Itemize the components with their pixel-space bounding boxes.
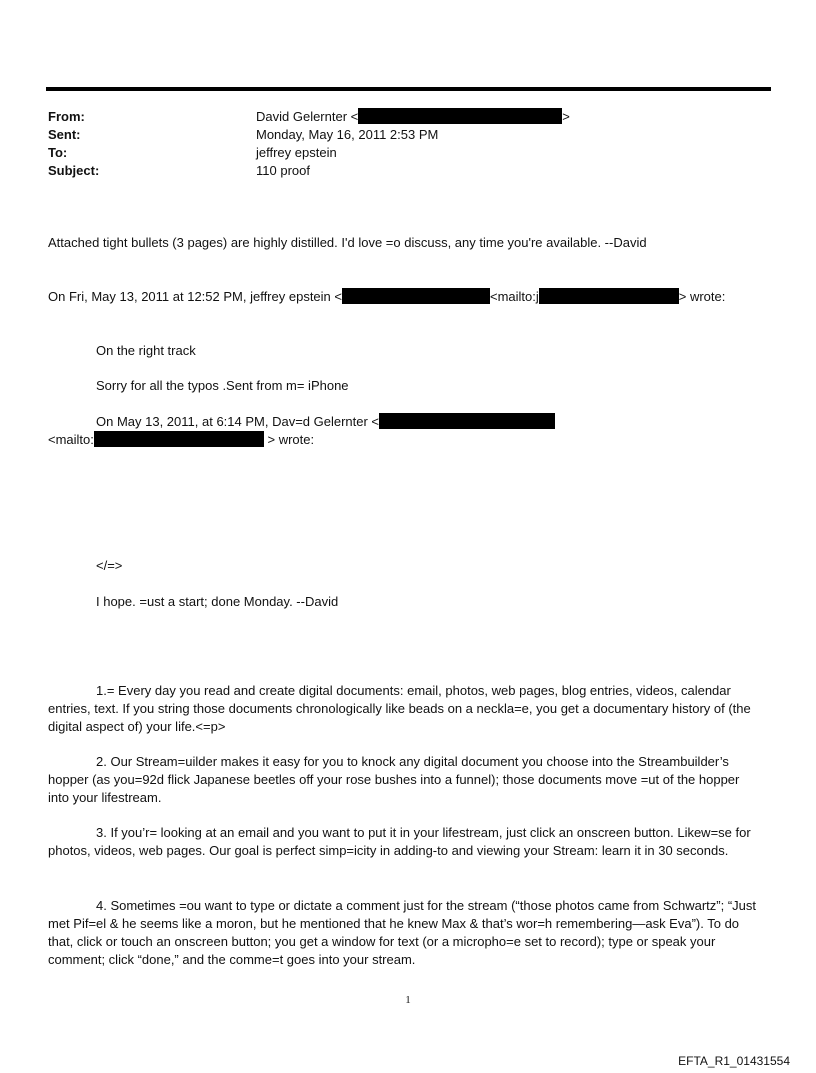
- quote1-prefix: On Fri, May 13, 2011 at 12:52 PM, jeffrey epstein <: [48, 289, 342, 304]
- redaction-box: [358, 108, 562, 124]
- redaction-box: [379, 413, 555, 429]
- redaction-box: [94, 431, 264, 447]
- sent-value: Monday, May 16, 2011 2:53 PM: [256, 127, 439, 142]
- hope-text: I hope. =ust a start; done Monday. --David: [96, 594, 339, 609]
- page-number: 1: [405, 994, 411, 1006]
- from-end: >: [562, 109, 570, 124]
- quote2-prefix: On May 13, 2011, at 6:14 PM, Dav=d Gelernter <: [96, 414, 380, 429]
- quote1-wrote: > wrote:: [678, 289, 726, 304]
- quote2-mailto: <mailto:: [48, 432, 94, 447]
- redaction-box: [342, 288, 490, 304]
- quote-header-2: [96, 413, 555, 431]
- document-id: EFTA_R1_01431554: [678, 1054, 790, 1068]
- redaction-box: [539, 288, 679, 304]
- from-name: David Gelernter <: [256, 109, 359, 124]
- right-track-text: On the right track: [96, 343, 196, 358]
- tag-text: </=>: [96, 558, 123, 573]
- from-value: [256, 108, 570, 126]
- to-value: jeffrey epstein: [256, 145, 337, 160]
- to-label: To:: [48, 145, 68, 160]
- subject-label: Subject:: [48, 163, 100, 178]
- paragraph-4: 4. Sometimes =ou want to type or dictate a comment just for the stream (“those photos came from Schwartz”; “Just met Pif=el & he seems like a moron, but he mentioned that he knew Max & that’s wor=h remembering—ask Eva”). To do that, click or touch an onscreen button; you get a window for text (or a micropho=e set to record); type or speak your comment; click “done,” and the comme=t goes into your stream.: [48, 898, 757, 967]
- paragraph-3: 3. If you’r= looking at an email and you want to put it in your lifestream, just click an onscreen button. Likew=se for photos, videos, web pages. Our goal is perfect simp=icity in adding-to and viewing your Stream: learn it in 30 seconds.: [48, 825, 751, 858]
- subject-value: 110 proof: [256, 163, 310, 178]
- paragraph-1: 1.= Every day you read and create digital documents: email, photos, web pages, blog entries, videos, calendar entries, text. If you string those documents chronologically like beads on a neckla=e, you get a documentary history of (the digital aspect of) your life.<=p>: [48, 683, 751, 734]
- intro-text: Attached tight bullets (3 pages) are highly distilled. I'd love =o discuss, any time you're available. --David: [48, 235, 647, 250]
- typos-text: Sorry for all the typos .Sent from m= iPhone: [96, 378, 349, 393]
- quote-header-2-cont: [48, 431, 314, 449]
- from-label: From:: [48, 109, 85, 124]
- header-rule: [46, 87, 771, 91]
- quote-header-1: [48, 288, 725, 306]
- sent-label: Sent:: [48, 127, 81, 142]
- quote2-wrote: > wrote:: [263, 432, 315, 447]
- paragraph-2: 2. Our Stream=uilder makes it easy for you to knock any digital document you choose into the Streambuilder’s hopper (as you=92d flick Japanese beetles off your rose bushes into a funnel); those documents move =ut of the hopper into your lifestream.: [48, 754, 740, 805]
- quote1-mailto: <mailto:j: [489, 289, 539, 304]
